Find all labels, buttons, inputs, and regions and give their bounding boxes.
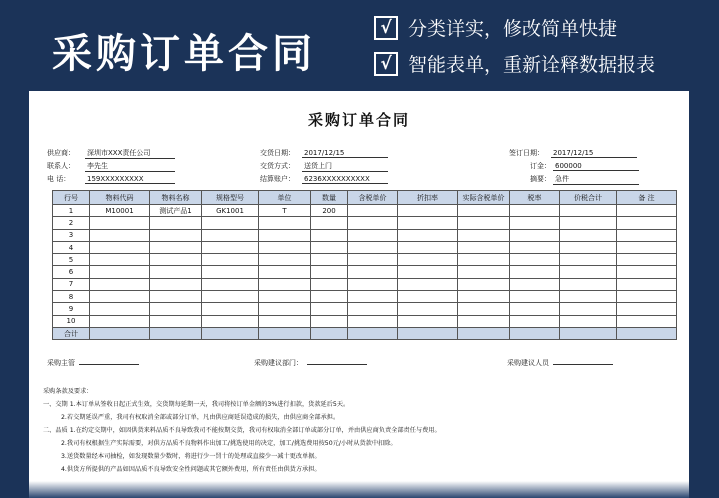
table-cell[interactable] xyxy=(150,291,202,303)
table-cell[interactable] xyxy=(348,291,398,303)
table-cell[interactable] xyxy=(150,217,202,229)
row-number-cell: 4 xyxy=(53,241,90,253)
sign-purchasing-manager: 采购主管 xyxy=(47,358,139,368)
table-cell[interactable] xyxy=(560,229,617,241)
table-cell[interactable] xyxy=(90,229,150,241)
table-cell[interactable] xyxy=(510,291,560,303)
table-cell[interactable] xyxy=(398,278,458,290)
table-cell[interactable] xyxy=(90,303,150,315)
table-row xyxy=(53,217,677,229)
row-number-cell: 9 xyxy=(53,303,90,315)
terms-line: 4.供货方所提供的产品如因品质不良导致安全性问题或其它额外费用，所有责任由供货方承担。 xyxy=(61,466,321,473)
table-cell[interactable] xyxy=(458,254,510,266)
table-cell[interactable] xyxy=(560,241,617,253)
table-cell[interactable] xyxy=(259,217,311,229)
table-cell[interactable]: GK1001 xyxy=(202,205,259,217)
table-cell[interactable] xyxy=(311,254,348,266)
table-row xyxy=(53,315,677,327)
table-cell[interactable] xyxy=(617,217,677,229)
table-cell[interactable] xyxy=(202,303,259,315)
table-cell[interactable] xyxy=(348,254,398,266)
table-cell[interactable] xyxy=(311,291,348,303)
banner-title: 采购订单合同 xyxy=(52,31,316,77)
table-cell[interactable] xyxy=(202,315,259,327)
table-cell[interactable] xyxy=(617,254,677,266)
table-cell[interactable] xyxy=(150,278,202,290)
feature-1-text: 分类详实，修改简单快捷 xyxy=(408,18,618,40)
table-cell[interactable] xyxy=(560,205,617,217)
table-row xyxy=(53,291,677,303)
row-number-cell: 10 xyxy=(53,315,90,327)
row-number-cell: 7 xyxy=(53,278,90,290)
table-cell[interactable] xyxy=(348,278,398,290)
table-cell[interactable] xyxy=(617,205,677,217)
table-cell[interactable] xyxy=(510,241,560,253)
table-cell[interactable]: 200 xyxy=(311,205,348,217)
sheet-title: 采购订单合同 xyxy=(307,111,410,129)
terms-line: 3.送货数量经本司抽检，如发现数量少数时，将进行少一罚十的处理或直接少一减十更改单据。 xyxy=(61,453,321,460)
header-cell: 规格型号 xyxy=(202,191,259,205)
table-cell[interactable] xyxy=(311,229,348,241)
table-cell[interactable] xyxy=(510,278,560,290)
table-cell[interactable] xyxy=(617,229,677,241)
table-cell[interactable] xyxy=(259,278,311,290)
table-cell[interactable] xyxy=(458,315,510,327)
info-delivery-method: 交货方式： 送货上门 xyxy=(260,161,388,172)
table-cell[interactable] xyxy=(458,217,510,229)
table-cell[interactable] xyxy=(560,278,617,290)
table-cell[interactable] xyxy=(90,315,150,327)
table-cell[interactable] xyxy=(90,241,150,253)
table-cell[interactable] xyxy=(202,229,259,241)
table-cell[interactable]: 测试产品1 xyxy=(150,205,202,217)
header-cell: 物料代码 xyxy=(90,191,150,205)
table-header-row xyxy=(53,191,677,205)
feature-2-text: 智能表单，重新诠释数据报表 xyxy=(408,54,656,76)
header-cell: 数量 xyxy=(311,191,348,205)
table-cell[interactable] xyxy=(510,205,560,217)
table-cell[interactable] xyxy=(617,315,677,327)
table-cell[interactable] xyxy=(398,229,458,241)
table-cell[interactable] xyxy=(348,303,398,315)
row-number-cell: 6 xyxy=(53,266,90,278)
table-cell[interactable] xyxy=(90,291,150,303)
header-cell: 含税单价 xyxy=(348,191,398,205)
table-cell[interactable] xyxy=(311,315,348,327)
table-cell[interactable] xyxy=(202,241,259,253)
table-cell[interactable] xyxy=(617,278,677,290)
table-cell[interactable] xyxy=(90,217,150,229)
banner xyxy=(0,0,719,88)
header-cell: 折扣率 xyxy=(398,191,458,205)
info-contact: 联系人： 李先生 xyxy=(47,161,175,172)
table-cell[interactable] xyxy=(458,241,510,253)
info-summary: 摘要： 急件 xyxy=(509,174,639,185)
table-row xyxy=(53,278,677,290)
row-number-cell: 2 xyxy=(53,217,90,229)
table-cell[interactable] xyxy=(348,241,398,253)
bottom-fade xyxy=(29,481,689,498)
table-cell[interactable] xyxy=(398,241,458,253)
table-row xyxy=(53,266,677,278)
table-cell[interactable] xyxy=(348,266,398,278)
table-cell[interactable] xyxy=(259,291,311,303)
info-phone: 电 话： 159XXXXXXXXX xyxy=(47,174,175,184)
table-cell[interactable] xyxy=(398,291,458,303)
table-row xyxy=(53,303,677,315)
table-cell[interactable] xyxy=(259,315,311,327)
total-label: 合计 xyxy=(53,327,90,339)
row-number-cell: 3 xyxy=(53,229,90,241)
table-cell[interactable] xyxy=(510,315,560,327)
table-cell[interactable] xyxy=(398,315,458,327)
table-cell[interactable] xyxy=(560,266,617,278)
table-cell[interactable] xyxy=(348,205,398,217)
table-cell[interactable] xyxy=(617,303,677,315)
row-number-cell: 5 xyxy=(53,254,90,266)
table-cell[interactable] xyxy=(560,217,617,229)
info-delivery-date: 交货日期： 2017/12/15 xyxy=(260,148,388,158)
table-cell[interactable] xyxy=(458,205,510,217)
info-supplier: 供应商： 深圳市XXX责任公司 xyxy=(47,148,175,159)
table-cell[interactable] xyxy=(398,266,458,278)
table-cell[interactable] xyxy=(510,254,560,266)
sign-requesting-dept: 采购建议部门： xyxy=(254,358,367,368)
table-cell[interactable] xyxy=(90,266,150,278)
table-cell[interactable] xyxy=(458,303,510,315)
table-cell[interactable] xyxy=(398,217,458,229)
table-cell[interactable] xyxy=(311,266,348,278)
table-cell[interactable] xyxy=(617,241,677,253)
header-cell: 行号 xyxy=(53,191,90,205)
info-account: 结算账户： 6236XXXXXXXXXX xyxy=(260,174,388,184)
table-row xyxy=(53,205,677,217)
table-cell[interactable] xyxy=(458,266,510,278)
table-cell[interactable] xyxy=(150,266,202,278)
header-cell: 物料名称 xyxy=(150,191,202,205)
table-cell[interactable] xyxy=(458,278,510,290)
table-cell[interactable] xyxy=(202,291,259,303)
table-cell[interactable] xyxy=(348,315,398,327)
table-cell[interactable] xyxy=(150,241,202,253)
terms-line: 2.我司有权根据生产实际需要，对供方品质不良物料作出加工/挑选使用的决定，加工/挑选费用按50元/小时从货款中扣除。 xyxy=(61,440,397,447)
table-cell[interactable] xyxy=(90,278,150,290)
table-cell[interactable] xyxy=(348,229,398,241)
checkmark-icon: √ xyxy=(374,16,398,40)
table-cell[interactable] xyxy=(560,254,617,266)
terms-line: 二、品质 1.在约定交期中，如因供货来料品质不良导致我司不能按期交货，我司有权取消全部订单或部分订单，并由供应商负责全部责任与费用。 xyxy=(43,427,441,434)
feature-1 xyxy=(374,14,617,41)
table-cell[interactable] xyxy=(311,241,348,253)
table-cell[interactable] xyxy=(202,217,259,229)
table-cell[interactable] xyxy=(150,315,202,327)
table-row xyxy=(53,229,677,241)
table-cell[interactable] xyxy=(398,303,458,315)
table-cell[interactable] xyxy=(259,241,311,253)
table-cell[interactable] xyxy=(202,254,259,266)
table-cell[interactable] xyxy=(311,278,348,290)
table-cell[interactable] xyxy=(259,303,311,315)
table-cell[interactable] xyxy=(510,303,560,315)
terms-line: 一、交期 1.本订单从签收日起正式生效，交货期每延期一天，我司将按订单金额的3%进行扣款，货款延后5天。 xyxy=(43,401,350,408)
checkmark-icon: √ xyxy=(374,52,398,76)
row-number-cell: 8 xyxy=(53,291,90,303)
table-cell[interactable] xyxy=(150,254,202,266)
table-cell[interactable] xyxy=(510,266,560,278)
table-cell[interactable] xyxy=(150,303,202,315)
info-sign-date: 签订日期： 2017/12/15 xyxy=(509,148,637,158)
table-cell[interactable] xyxy=(560,303,617,315)
table-cell[interactable] xyxy=(398,254,458,266)
table-cell[interactable] xyxy=(348,217,398,229)
info-deposit: 订金： 600000 xyxy=(509,161,639,171)
header-cell: 备 注 xyxy=(617,191,677,205)
row-number-cell: 1 xyxy=(53,205,90,217)
header-cell: 实际含税单价 xyxy=(458,191,510,205)
header-cell: 税率 xyxy=(510,191,560,205)
table-cell[interactable]: T xyxy=(259,205,311,217)
table-cell[interactable] xyxy=(90,254,150,266)
contract-sheet xyxy=(29,91,689,498)
table-cell[interactable] xyxy=(398,205,458,217)
table-cell[interactable] xyxy=(458,291,510,303)
header-cell: 价税合计 xyxy=(560,191,617,205)
table-cell[interactable] xyxy=(458,229,510,241)
sign-requester: 采购建议人员 xyxy=(507,358,613,368)
table-row xyxy=(53,241,677,253)
table-cell[interactable] xyxy=(510,217,560,229)
table-cell[interactable] xyxy=(202,278,259,290)
table-cell[interactable] xyxy=(259,254,311,266)
table-cell[interactable] xyxy=(259,229,311,241)
table-cell[interactable] xyxy=(560,291,617,303)
table-cell[interactable] xyxy=(560,315,617,327)
total-row xyxy=(53,327,677,339)
table-cell[interactable]: M10001 xyxy=(90,205,150,217)
terms-line: 2.若交期延误严重，我司有权取消全部或部分订单，凡由供应商延误造成的损失，由供应商全部承担。 xyxy=(61,414,340,421)
feature-2 xyxy=(374,50,655,77)
table-row xyxy=(53,254,677,266)
table-cell[interactable] xyxy=(510,229,560,241)
header-cell: 单位 xyxy=(259,191,311,205)
table-cell[interactable] xyxy=(617,291,677,303)
table-cell[interactable] xyxy=(202,266,259,278)
order-table xyxy=(52,190,677,340)
table-cell[interactable] xyxy=(617,266,677,278)
table-cell[interactable] xyxy=(259,266,311,278)
table-cell[interactable] xyxy=(311,217,348,229)
table-cell[interactable] xyxy=(311,303,348,315)
terms-heading: 采购条款及要求： xyxy=(43,388,93,395)
table-cell[interactable] xyxy=(150,229,202,241)
